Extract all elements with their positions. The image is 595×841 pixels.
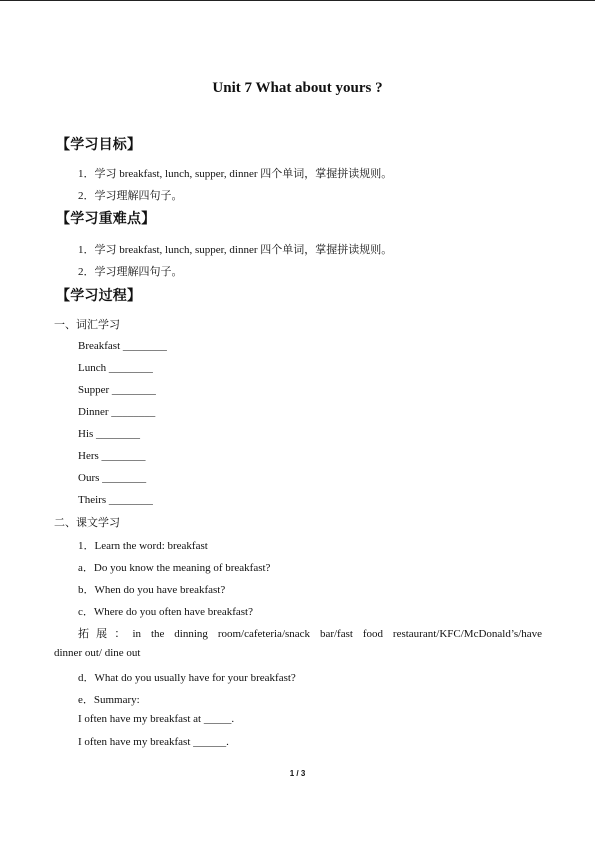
text-item: b．When do you have breakfast? [78, 584, 226, 596]
objective-item: 1．学习 breakfast, lunch, supper, dinner 四个单词，掌握拼读规则。 [78, 168, 393, 180]
subsection-heading-vocab: 一、词汇学习 [54, 318, 120, 331]
keypoint-item: 1．学习 breakfast, lunch, supper, dinner 四个单词，掌握拼读规则。 [78, 244, 393, 256]
extension-line-continued: dinner out/ dine out [54, 647, 141, 659]
text-item: d．What do you usually have for your breakfast? [78, 672, 296, 684]
extension-line: 拓展：in the dinning room/cafeteria/snack bar/fast food restaurant/KFC/McDonald’s/have [78, 628, 542, 640]
page-title: Unit 7 What about yours ? [212, 80, 383, 96]
section-heading-objectives: 【学习目标】 [56, 137, 142, 153]
vocab-item: Hers ________ [78, 450, 146, 462]
text-item: I often have my breakfast at _____. [78, 713, 235, 725]
section-heading-process: 【学习过程】 [56, 288, 142, 304]
vocab-item: Breakfast ________ [78, 340, 167, 352]
vocab-item: His ________ [78, 428, 141, 440]
page-number: 1 / 3 [289, 769, 306, 778]
text-item: c．Where do you often have breakfast? [78, 606, 254, 618]
vocab-item: Dinner ________ [78, 406, 156, 418]
section-heading-keypoints: 【学习重难点】 [56, 211, 156, 227]
keypoint-item: 2．学习理解四句子。 [78, 266, 183, 278]
page-top-border [0, 0, 595, 1]
text-item: I often have my breakfast ______. [78, 736, 229, 748]
vocab-item: Lunch ________ [78, 362, 153, 374]
vocab-item: Theirs ________ [78, 494, 153, 506]
vocab-item: Ours ________ [78, 472, 147, 484]
vocab-item: Supper ________ [78, 384, 156, 396]
objective-item: 2．学习理解四句子。 [78, 190, 183, 202]
text-item: e．Summary: [78, 694, 140, 706]
text-item: a．Do you know the meaning of breakfast? [78, 562, 271, 574]
text-item: 1．Learn the word: breakfast [78, 540, 208, 552]
subsection-heading-text: 二、课文学习 [54, 516, 120, 529]
